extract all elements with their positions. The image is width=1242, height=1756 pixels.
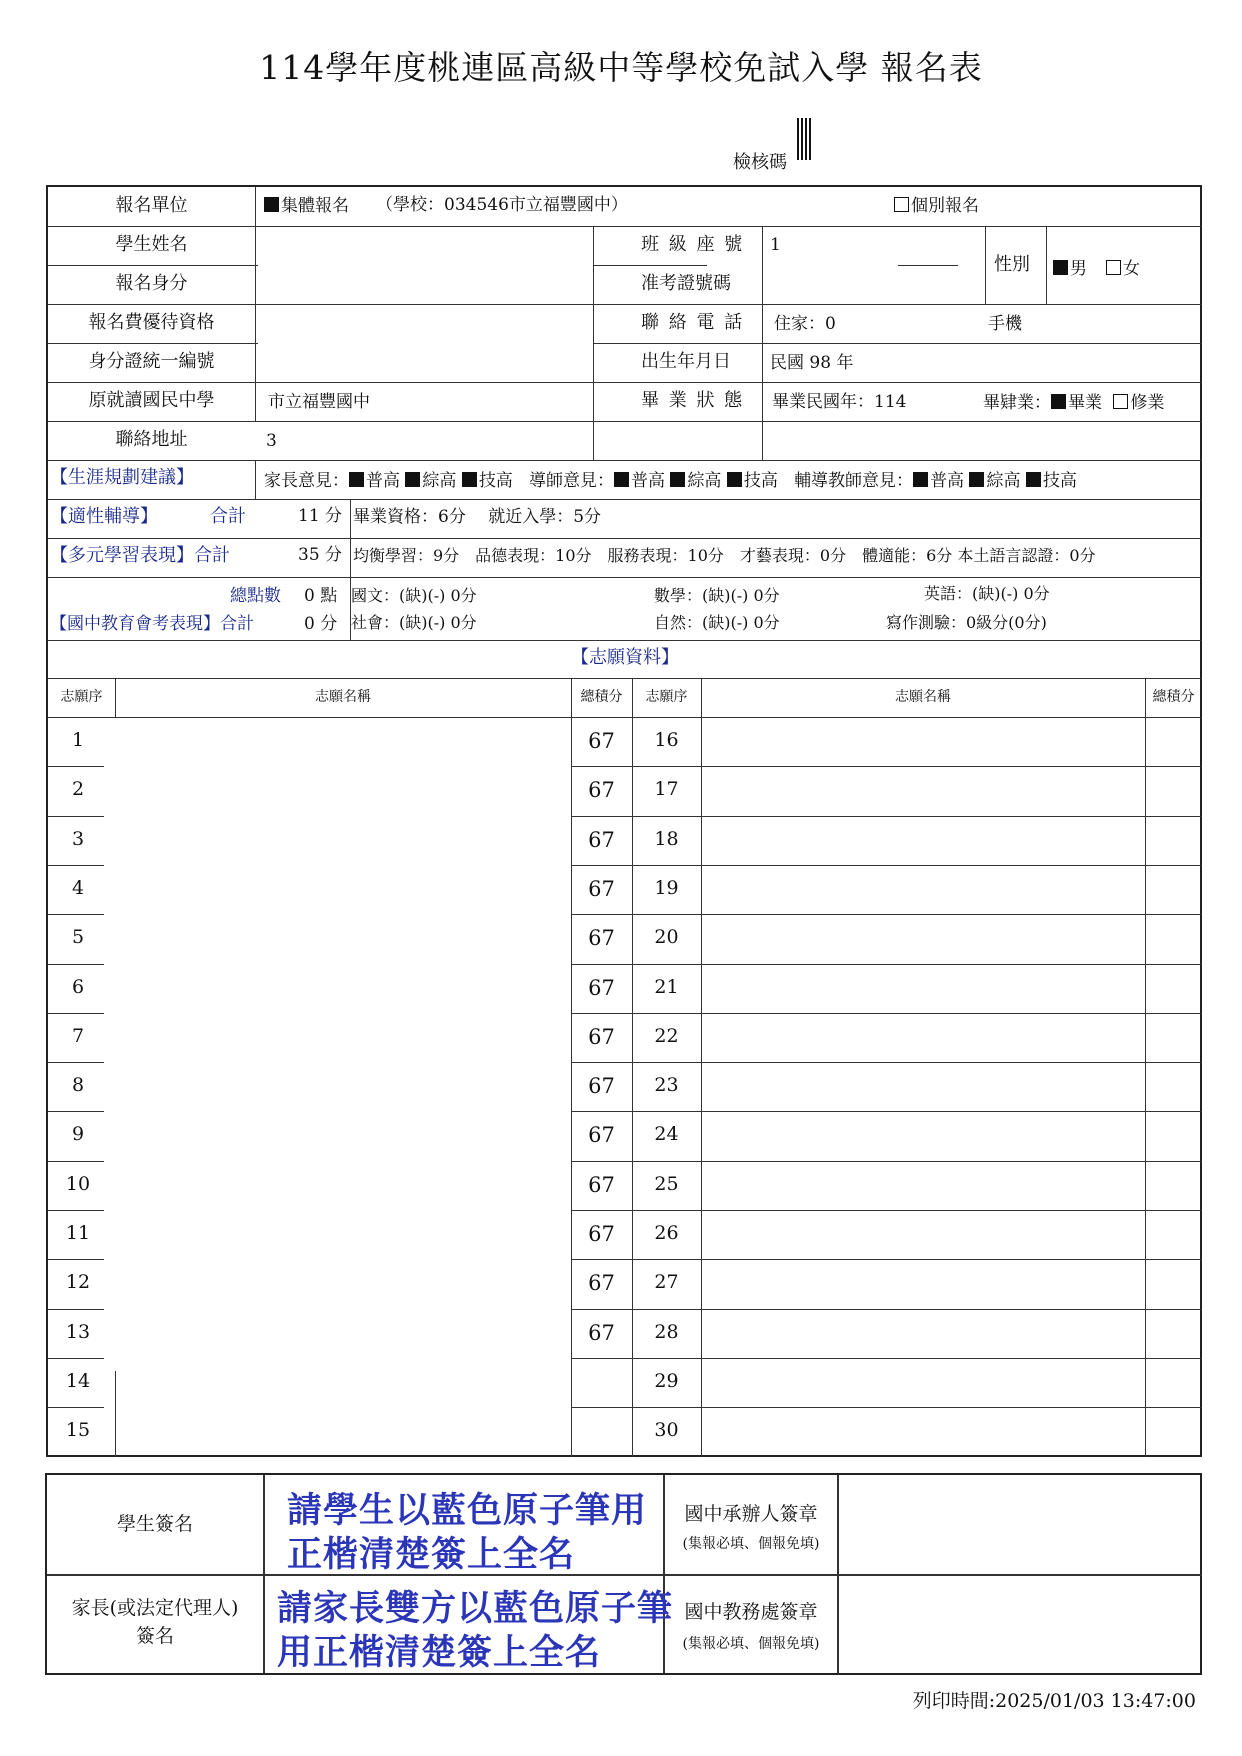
parent-signature-note-2: 用正楷清楚簽上全名 xyxy=(277,1633,602,1673)
wish-order-right: 24 xyxy=(654,1123,679,1146)
wish-order-right: 22 xyxy=(654,1024,679,1047)
wish-order-left: 7 xyxy=(71,1024,85,1047)
wish-order-left: 9 xyxy=(71,1123,85,1146)
address-value: 3 xyxy=(266,431,277,451)
wish-section-label: 【志願資料】 xyxy=(571,647,679,668)
school-code: （學校：034546市立福豐國中） xyxy=(376,195,628,215)
unchecked-box-icon xyxy=(1106,260,1121,275)
diverse-label: 【多元學習表現】合計 xyxy=(50,545,230,566)
exam-points: 0 點 xyxy=(304,586,338,606)
wish-order-right: 19 xyxy=(654,876,679,899)
wish-score-left: 67 xyxy=(588,1024,615,1049)
unchecked-box-icon xyxy=(1113,394,1128,409)
wish-score-left: 67 xyxy=(588,1172,615,1197)
label-student-name: 學生姓名 xyxy=(115,234,188,255)
wish-order-right: 25 xyxy=(654,1172,679,1195)
student-signature-note-1: 請學生以藍色原子筆用 xyxy=(287,1491,648,1531)
label-phone: 聯 絡 電 話 xyxy=(641,312,745,333)
wish-order-right: 30 xyxy=(654,1419,679,1442)
wish-order-left: 3 xyxy=(71,827,85,850)
wish-score-left: 67 xyxy=(588,729,615,753)
label-identity: 報名身分 xyxy=(115,273,188,294)
wish-order-right: 18 xyxy=(654,827,679,850)
individual-registration: 個別報名 xyxy=(894,197,979,215)
wish-order-left: 8 xyxy=(71,1074,85,1097)
aptitude-label: 【適性輔導】 xyxy=(50,506,158,527)
col-name-right: 志願名稱 xyxy=(895,689,951,705)
checked-box-icon xyxy=(1053,260,1068,275)
wish-score-left: 67 xyxy=(588,778,615,803)
signature-section xyxy=(45,1473,1202,1675)
label-birth: 出生年月日 xyxy=(641,351,731,372)
exam-points-label: 總點數 xyxy=(230,586,281,606)
parent-signature-label-1: 家長(或法定代理人) xyxy=(71,1597,239,1619)
home-phone: 住家：0 xyxy=(774,314,836,334)
group-registration: 集體報名 xyxy=(264,197,349,215)
wish-order-right: 29 xyxy=(654,1369,679,1392)
parent-signature-note-1: 請家長雙方以藍色原子筆 xyxy=(277,1589,674,1629)
diverse-detail: 均衡學習：9分 品德表現：10分 服務表現：10分 才藝表現：0分 體適能：6分 本土語言認證：0分 xyxy=(353,546,1096,565)
exam-science: 自然：(缺)(-) 0分 xyxy=(654,613,780,632)
barcode xyxy=(797,118,811,160)
exam-total: 0 分 xyxy=(304,614,338,634)
col-order-left: 志願序 xyxy=(60,689,103,705)
wish-order-left: 11 xyxy=(65,1222,91,1244)
wish-order-right: 21 xyxy=(654,975,679,998)
col-score-left: 總積分 xyxy=(580,689,623,705)
gender-male: 男 xyxy=(1053,260,1087,278)
form-title: 114學年度桃連區高級中等學校免試入學 報名表 xyxy=(259,48,983,87)
wish-score-left: 67 xyxy=(588,1222,615,1246)
wish-order-right: 28 xyxy=(654,1320,679,1343)
aptitude-total: 11 分 xyxy=(298,506,343,526)
career-label: 【生涯規劃建議】 xyxy=(50,467,194,488)
stamp-officer-label: 國中承辦人簽章 xyxy=(684,1503,818,1525)
wish-score-left: 67 xyxy=(588,926,615,951)
career-options: 家長意見： 普高 綜高 技高 導師意見： 普高 綜高 技高 輔導教師意見： 普高 綜高 技高 xyxy=(264,471,1077,491)
wish-order-left: 2 xyxy=(71,778,85,801)
aptitude-total-label: 合計 xyxy=(210,506,246,527)
stamp-officer-note: (集報必填、個報免填) xyxy=(682,1536,820,1552)
diverse-total: 35 分 xyxy=(298,545,343,565)
exam-writing: 寫作測驗：0級分(0分) xyxy=(886,613,1047,632)
label-grad-status: 畢 業 狀 態 xyxy=(641,390,745,411)
wish-score-left: 67 xyxy=(588,1271,615,1296)
unchecked-box-icon xyxy=(894,197,909,212)
col-order-right: 志願序 xyxy=(645,689,688,705)
wish-order-left: 4 xyxy=(71,876,85,899)
exam-english: 英語：(缺)(-) 0分 xyxy=(924,584,1050,603)
parent-signature-label-2: 簽名 xyxy=(135,1625,174,1647)
label-class-seat: 班 級 座 號 xyxy=(641,234,745,255)
label-ticket-number: 准考證號碼 xyxy=(641,273,731,294)
wish-order-left: 14 xyxy=(65,1369,91,1392)
label-unit: 報名單位 xyxy=(115,195,188,216)
wish-score-left: 67 xyxy=(588,827,615,852)
wish-order-left: 13 xyxy=(65,1320,91,1343)
stamp-academic-note: (集報必填、個報免填) xyxy=(682,1636,820,1652)
aptitude-detail: 畢業資格：6分 就近入學：5分 xyxy=(353,507,602,527)
class-seat-value: 1 xyxy=(770,235,781,255)
grad-year: 畢業民國年：114 xyxy=(772,392,907,412)
registration-form xyxy=(46,185,1202,1457)
col-name-left: 志願名稱 xyxy=(315,689,371,705)
col-score-right: 總積分 xyxy=(1152,689,1195,705)
wish-score-left: 67 xyxy=(588,975,615,1000)
label-id-number: 身分證統一編號 xyxy=(88,351,215,372)
student-signature-note-2: 正楷清楚簽上全名 xyxy=(287,1535,576,1575)
wish-order-left: 15 xyxy=(65,1419,91,1442)
wish-order-left: 6 xyxy=(71,975,85,998)
checked-box-icon xyxy=(1051,394,1066,409)
wish-order-right: 23 xyxy=(654,1074,679,1097)
wish-order-right: 16 xyxy=(654,729,679,751)
checked-box-icon xyxy=(264,197,279,212)
wish-order-left: 10 xyxy=(65,1172,91,1195)
wish-score-left: 67 xyxy=(588,1320,615,1345)
exam-social: 社會：(缺)(-) 0分 xyxy=(351,613,477,632)
wish-order-left: 12 xyxy=(65,1271,91,1294)
wish-order-left: 1 xyxy=(71,729,85,751)
exam-label: 【國中教育會考表現】合計 xyxy=(50,614,254,634)
junior-high-value: 市立福豐國中 xyxy=(268,392,370,412)
mobile-phone-label: 手機 xyxy=(988,314,1022,334)
grad-status: 畢肄業： 畢業 修業 xyxy=(983,393,1165,413)
wish-order-right: 26 xyxy=(654,1222,679,1244)
label-address: 聯絡地址 xyxy=(115,429,188,450)
birth-value: 民國 98 年 xyxy=(770,353,854,373)
stamp-academic-label: 國中教務處簽章 xyxy=(684,1601,818,1623)
wish-order-right: 20 xyxy=(654,926,679,949)
label-gender: 性別 xyxy=(994,254,1030,275)
gender-female: 女 xyxy=(1106,260,1140,278)
label-fee: 報名費優待資格 xyxy=(88,312,215,333)
wish-order-right: 17 xyxy=(654,778,679,801)
exam-math: 數學：(缺)(-) 0分 xyxy=(654,586,780,605)
print-time: 列印時間:2025/01/03 13:47:00 xyxy=(912,1690,1196,1712)
label-junior-high: 原就讀國民中學 xyxy=(88,390,215,411)
check-code-label: 檢核碼 xyxy=(733,152,787,173)
exam-chinese: 國文：(缺)(-) 0分 xyxy=(351,586,477,605)
student-signature-label: 學生簽名 xyxy=(116,1513,193,1535)
wish-score-left: 67 xyxy=(588,1074,615,1099)
wish-score-left: 67 xyxy=(588,1123,615,1148)
wish-score-left: 67 xyxy=(588,876,615,901)
wish-order-left: 5 xyxy=(71,926,85,949)
wish-order-right: 27 xyxy=(654,1271,679,1294)
